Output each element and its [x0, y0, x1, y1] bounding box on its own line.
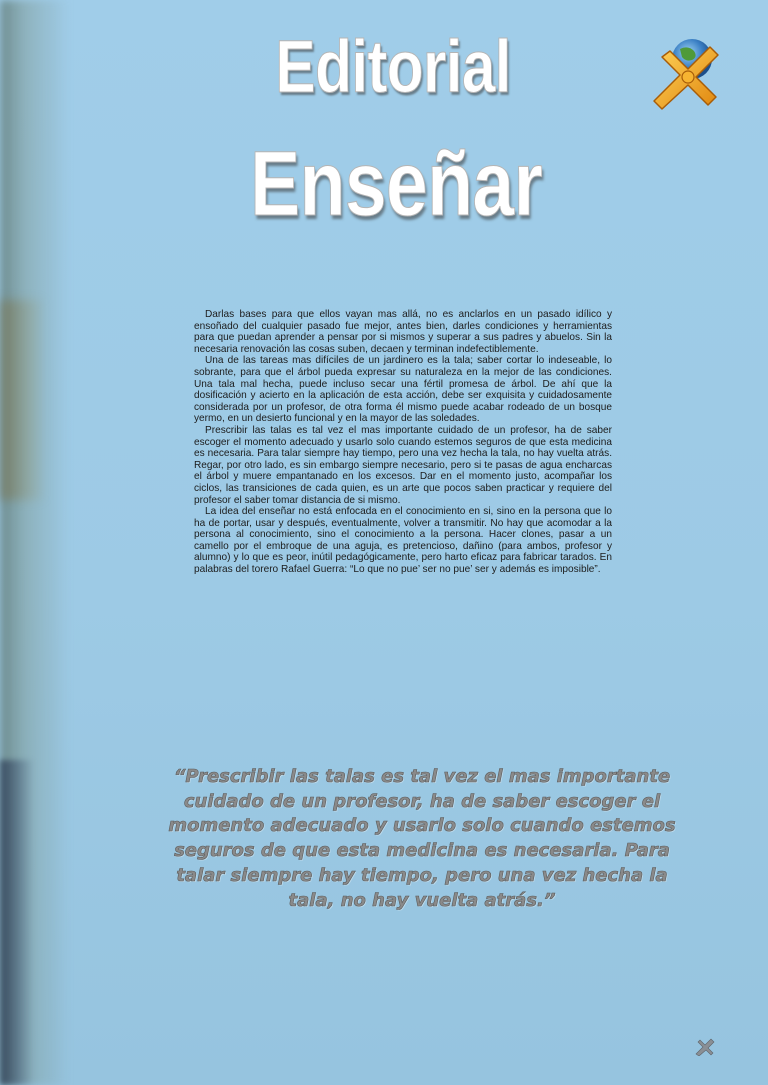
cross-mark-icon — [694, 1038, 716, 1056]
article-paragraph: Prescribir las talas es tal vez el mas importante cuidado de un profesor, ha de saber escoger el momento adecuado y usarlo solo cuando estemos seguros de que esta medicina es necesaria. Para talar siempre hay tiempo, pero una vez hecha la tala, no hay vuelta atrás. Regar, por otro lado, es sin embargo siempre necesario, pero si te pasas de agua encharcas el árbol y muere empantanado en los excesos. Dar en el momento justo, acompañar los ciclos, las transiciones de cada quien, es un arte que pocos saben practicar y requiere del profesor el saber tomar distancia de si mismo. — [194, 424, 612, 506]
globe-cross-logo-icon — [640, 35, 732, 111]
article-title: Enseñar — [250, 133, 542, 235]
article-body — [194, 309, 612, 576]
section-title: Editorial — [275, 25, 511, 108]
article-paragraph: La idea del enseñar no está enfocada en el conocimiento en si, sino en la persona que lo ha de portar, usar y después, eventualmente, volver a transmitir. No hay que acomodar a la persona al conocimiento, sino el conocimiento a la persona. Hacer clones, pasar a un camello por el embroque de una aguja, es pretencioso, dañino (para ambos, profesor y alumno) y lo que es peor, inútil pedagógicamente, pero harto eficaz para fabricar tarados. En palabras del torero Rafael Guerra: “Lo que no pue’ ser no pue’ ser y además es imposible”. — [194, 506, 612, 576]
pull-quote: “Prescribir las talas es tal vez el mas importante cuidado de un profesor, ha de saber escoger el momento adecuado y usarlo solo cuando estemos seguros de que esta medicina es necesaria. Para talar siempre hay tiempo, pero una vez hecha la tala, no hay vuelta atrás.” — [168, 766, 676, 911]
blurred-photo-detail — [0, 300, 46, 500]
article-paragraph: Darlas bases para que ellos vayan mas allá, no es anclarlos en un pasado idílico y ensoñado del cualquier pasado fue mejor, antes bien, darles condiciones y herramientas para que puedan aprender a pensar por si mismos y superar a sus padres y abuelos. Sin la necesaria renovación las cosas suben, decaen y terminan indefectiblemente. — [194, 309, 612, 355]
article-paragraph: Una de las tareas mas difíciles de un jardinero es la tala; saber cortar lo indeseable, lo sobrante, para que el árbol pueda expresar su naturaleza en la mejor de las condiciones. Una tala mal hecha, puede incluso secar una fértil promesa de árbol. De ahí que la dosificación y acierto en la aplicación de esta acción, debe ser exquisita y cuidadosamente considerada por un profesor, de otra forma él mismo puede acabar rodeado de un bosque yermo, en un desierto funcional y en la mayor de las soledades. — [194, 355, 612, 425]
blurred-photo-figure — [0, 760, 34, 1085]
